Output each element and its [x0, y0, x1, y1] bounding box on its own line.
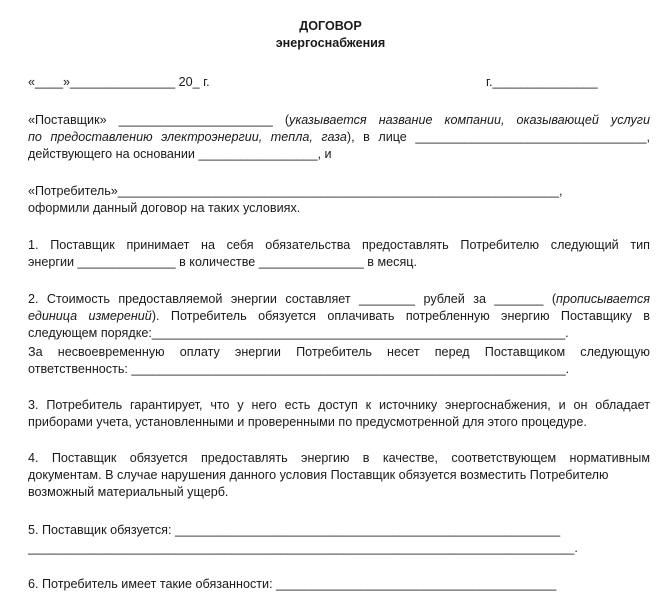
clause-1-line-1: 1. Поставщик принимает на себя обязательства предоставлять Потребителю следующий тип — [28, 238, 650, 252]
clause-5-line-2: ______________________________________________________________________________. — [28, 541, 578, 555]
clause-3-line-1: 3. Потребитель гарантирует, что у него есть доступ к источнику энергоснабжения, и он обладает — [28, 398, 650, 412]
clause-5-line-1: 5. Поставщик обязуется: _______________________________________________________ — [28, 523, 561, 537]
supplier-line-3: действующего на основании _________________, и — [28, 147, 332, 161]
clause-4-line-3: возможный материальный ущерб. — [28, 485, 229, 499]
date-field: «____»_______________ 20_ г. — [28, 75, 210, 89]
consumer-line-1: «Потребитель»_______________________________________________________________, — [28, 184, 563, 198]
document-title: ДОГОВОР — [299, 19, 362, 33]
clause-1-line-2: энергии ______________ в количестве _______________ в месяц. — [28, 255, 417, 269]
clause-2-line-4: За несвоевременную оплату энергии Потребитель несет перед Поставщиком следующую — [28, 345, 650, 359]
clause-3-line-2: приборами учета, установленными и проверенными по предусмотренной для этого процедуре. — [28, 415, 587, 429]
clause-2-line-2: единица измерений). Потребитель обязуется оплачивать потребленную энергию Поставщику в — [28, 309, 650, 323]
clause-2-line-3: следующем порядке:___________________________________________________________. — [28, 326, 569, 340]
clause-6-line-1: 6. Потребитель имеет такие обязанности: ________________________________________ — [28, 577, 557, 591]
consumer-line-2: оформили данный договор на таких условиях. — [28, 201, 301, 215]
supplier-line-1: «Поставщик» ______________________ (указывается название компании, оказывающей услуги — [28, 113, 650, 127]
supplier-line-2: по предоставлению электроэнергии, тепла, газа), в лице _________________________________, — [28, 130, 650, 144]
clause-4-line-2: документам. В случае нарушения данного условия Поставщик обязуется возместить Потребителю — [28, 468, 609, 482]
city-field: г._______________ — [486, 75, 598, 89]
clause-2-line-1: 2. Стоимость предоставляемой энергии составляет ________ рублей за _______ (прописывается — [28, 292, 650, 306]
clause-2-line-5: ответственность: ______________________________________________________________. — [28, 362, 570, 376]
clause-4-line-1: 4. Поставщик обязуется предоставлять энергию в качестве, соответствующем нормативным — [28, 451, 650, 465]
document-subtitle: энергоснабжения — [275, 36, 386, 50]
